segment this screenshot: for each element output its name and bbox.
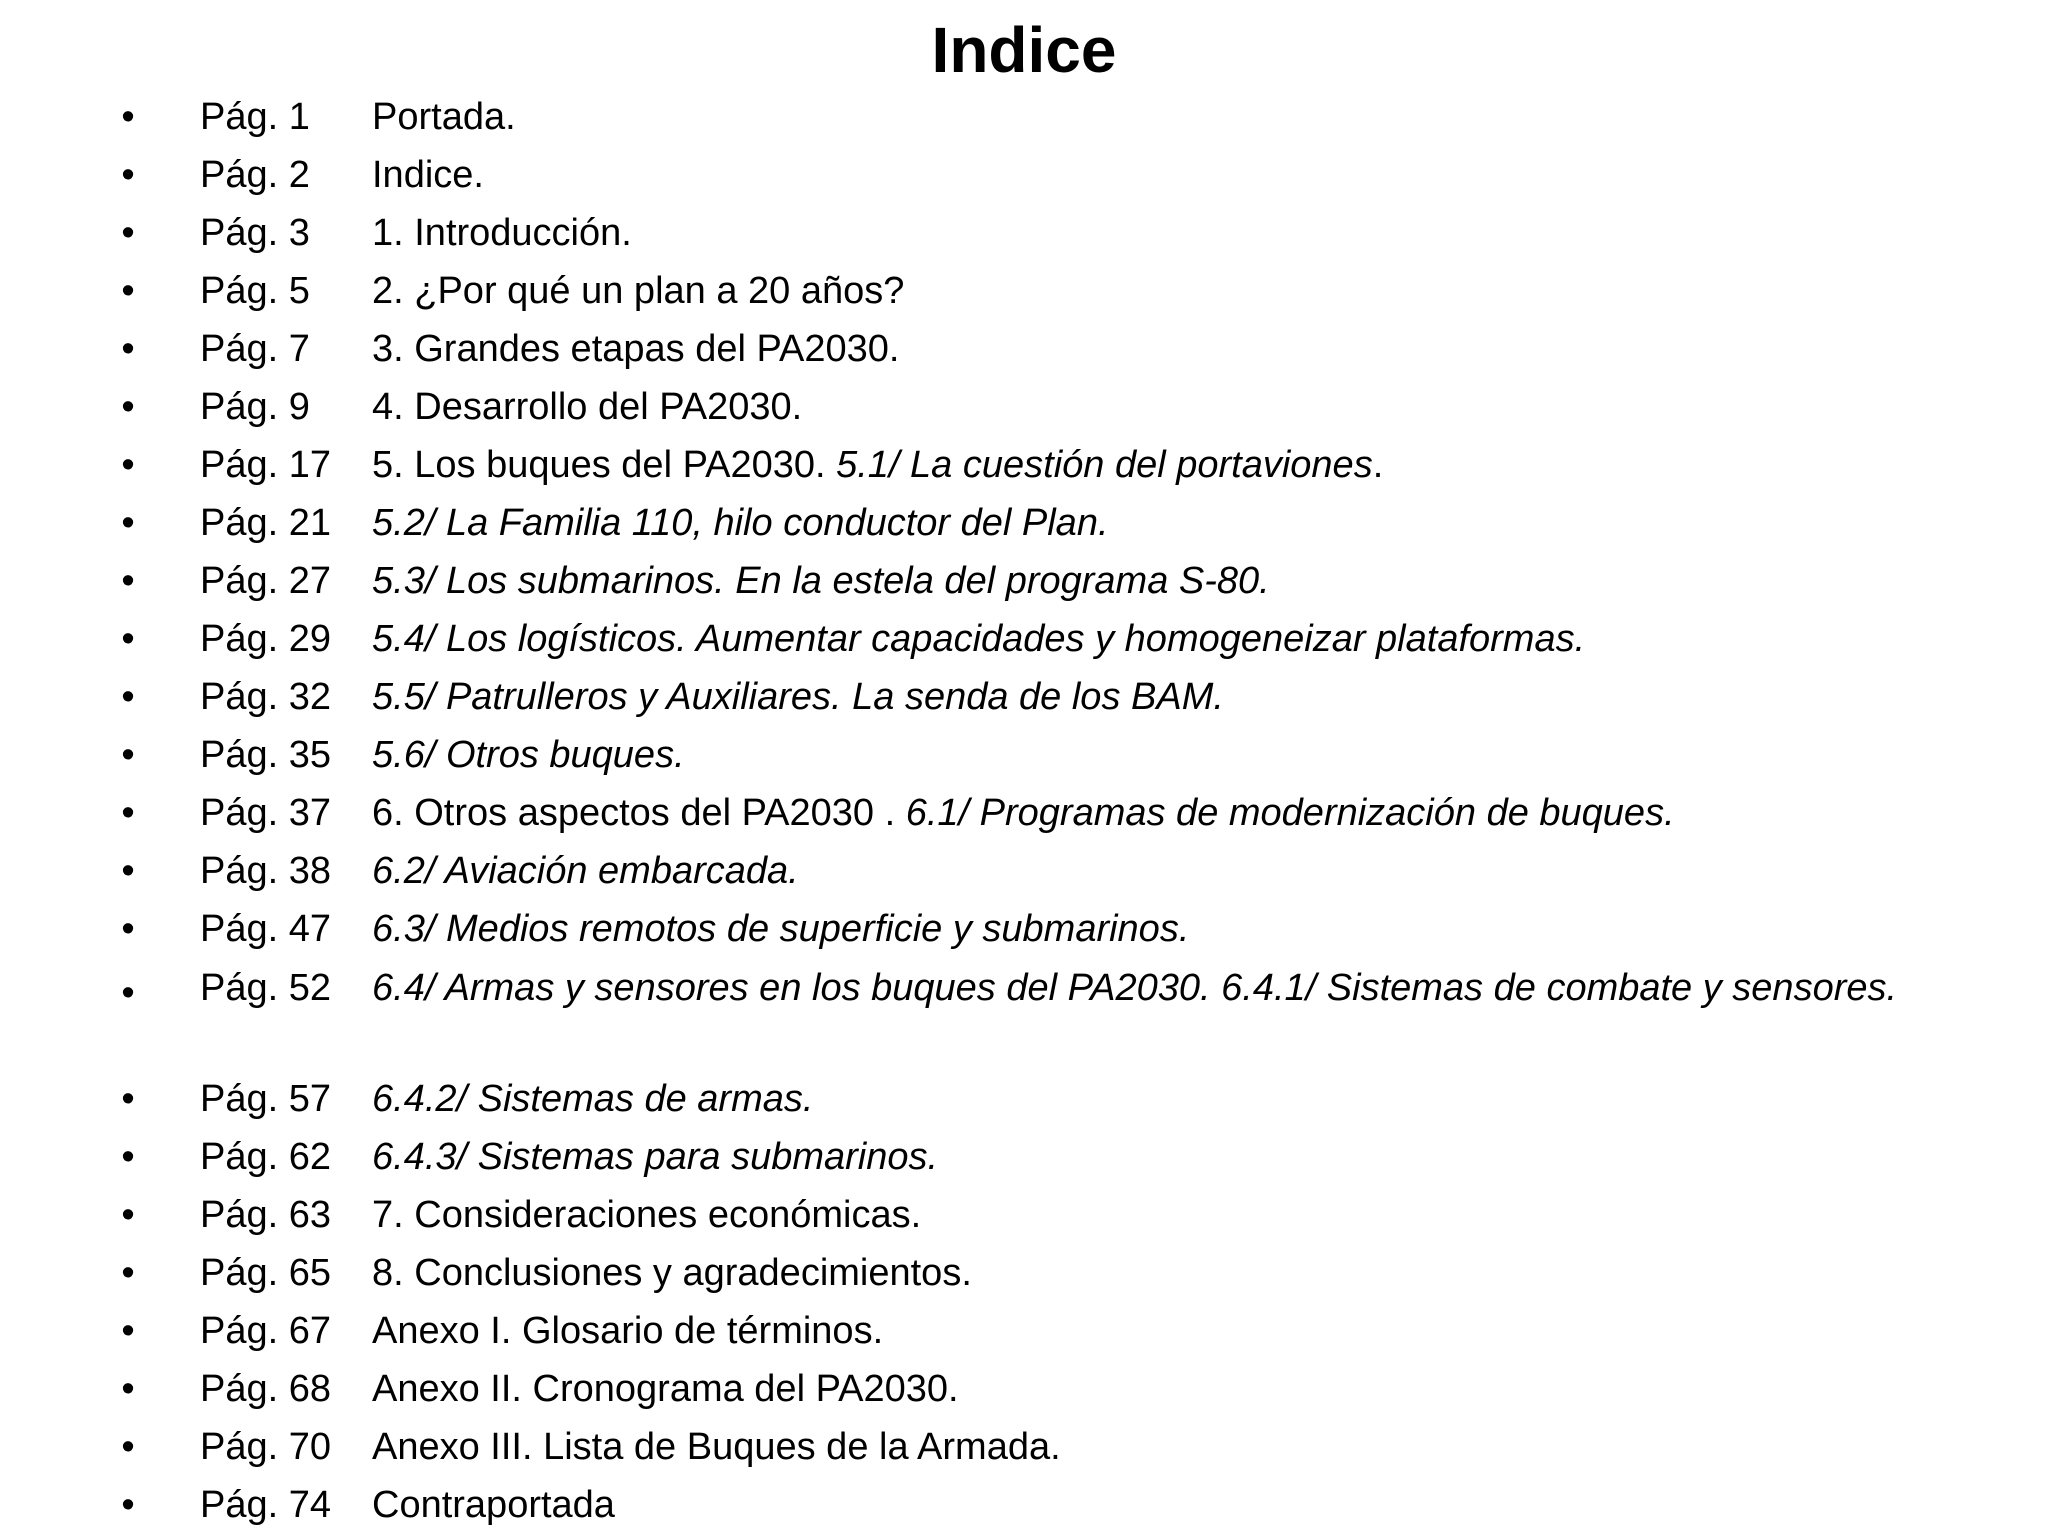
- toc-entry: [118, 146, 2018, 204]
- bullet-icon: •: [121, 908, 135, 950]
- toc-entry: [118, 1476, 2018, 1534]
- toc-entry-text: [372, 1186, 921, 1244]
- bullet-icon: •: [121, 1484, 135, 1526]
- toc-entry-text: [372, 204, 632, 262]
- bullet-icon: •: [121, 1078, 135, 1120]
- toc-entry-subsection: 5.3/ Los submarinos. En la estela del programa S-80.: [372, 560, 1270, 602]
- toc-page-number: Pág. 29: [200, 618, 331, 660]
- toc-page-number: Pág. 27: [200, 560, 331, 602]
- toc-page-number: Pág. 67: [200, 1310, 331, 1352]
- toc-entry-plain: 2. ¿Por qué un plan a 20 años?: [372, 270, 905, 312]
- table-of-contents: [118, 88, 2018, 1534]
- bullet-icon: •: [121, 676, 135, 718]
- toc-page-number: Pág. 74: [200, 1484, 331, 1526]
- bullet-icon: •: [121, 850, 135, 892]
- toc-entry-plain: 4. Desarrollo del PA2030.: [372, 386, 803, 428]
- bullet-icon: •: [121, 734, 135, 776]
- toc-entry: [118, 320, 2018, 378]
- bullet-icon: •: [121, 212, 135, 254]
- toc-entry-trailing: .: [1372, 444, 1384, 486]
- toc-entry-text: [372, 1360, 959, 1418]
- bullet-icon: •: [121, 1136, 135, 1178]
- toc-entry-plain: 5. Los buques del PA2030.: [372, 444, 826, 486]
- toc-entry: [118, 668, 2018, 726]
- toc-entry-subsection: 6.3/ Medios remotos de superficie y submarinos.: [372, 908, 1190, 950]
- toc-entry-subsection: 6.4.3/ Sistemas para submarinos.: [372, 1136, 939, 1178]
- toc-page-number: Pág. 7: [200, 328, 310, 370]
- toc-entry-text: [372, 842, 799, 900]
- bullet-icon: •: [121, 270, 135, 312]
- toc-entry-text: [372, 1128, 938, 1186]
- toc-page-number: Pág. 70: [200, 1426, 331, 1468]
- toc-entry: [118, 842, 2018, 900]
- toc-entry-text: [372, 1418, 1061, 1476]
- toc-entry: [118, 1186, 2018, 1244]
- bullet-icon: •: [121, 1194, 135, 1236]
- toc-entry: [118, 1302, 2018, 1360]
- toc-entry-text: [372, 900, 1189, 958]
- toc-entry-text: [200, 958, 1920, 1013]
- toc-page-number: Pág. 5: [200, 270, 310, 312]
- toc-entry-text: [372, 436, 1383, 494]
- toc-page-number: Pág. 52: [200, 967, 331, 1009]
- toc-page-number: Pág. 37: [200, 792, 331, 834]
- toc-entry: [118, 494, 2018, 552]
- toc-entry-text: [372, 378, 802, 436]
- toc-page-number: Pág. 9: [200, 386, 310, 428]
- toc-entry: [118, 552, 2018, 610]
- toc-entry-subsection: 6.1/ Programas de modernización de buques.: [905, 792, 1675, 834]
- bullet-icon: •: [121, 1310, 135, 1352]
- toc-entry-plain: 8. Conclusiones y agradecimientos.: [372, 1252, 972, 1294]
- toc-page-number: Pág. 68: [200, 1368, 331, 1410]
- toc-page-number: Pág. 65: [200, 1252, 331, 1294]
- toc-entry: [118, 958, 2018, 1070]
- toc-page-number: Pág. 38: [200, 850, 331, 892]
- bullet-icon: •: [121, 1252, 135, 1294]
- toc-entry-text: [372, 146, 484, 204]
- bullet-icon: •: [121, 618, 135, 660]
- toc-entry-subsection: 6.2/ Aviación embarcada.: [372, 850, 799, 892]
- toc-entry-subsection: 5.5/ Patrulleros y Auxiliares. La senda de los BAM.: [372, 676, 1224, 718]
- toc-entry-plain: Indice.: [372, 154, 484, 196]
- toc-entry: [118, 610, 2018, 668]
- toc-entry: [118, 1360, 2018, 1418]
- toc-entry-text: [372, 1302, 883, 1360]
- bullet-icon: •: [121, 444, 135, 486]
- toc-entry-subsection: 6.4.2/ Sistemas de armas.: [372, 1078, 814, 1120]
- toc-entry: [118, 1070, 2018, 1128]
- bullet-icon: •: [121, 328, 135, 370]
- toc-entry-plain: 1. Introducción.: [372, 212, 632, 254]
- toc-entry-text: [372, 494, 1109, 552]
- toc-entry: [118, 88, 2018, 146]
- bullet-icon: •: [121, 972, 135, 1014]
- toc-entry-text: [372, 88, 516, 146]
- toc-entry-text: [372, 1070, 813, 1128]
- toc-entry-plain: Portada.: [372, 96, 516, 138]
- toc-entry: [118, 900, 2018, 958]
- toc-entry: [118, 1244, 2018, 1302]
- toc-entry-text: [372, 1476, 615, 1534]
- toc-entry-subsection: 5.6/ Otros buques.: [372, 734, 685, 776]
- bullet-icon: •: [121, 96, 135, 138]
- toc-page-number: Pág. 17: [200, 444, 331, 486]
- toc-page-number: Pág. 62: [200, 1136, 331, 1178]
- bullet-icon: •: [121, 1426, 135, 1468]
- toc-entry-plain: Anexo I. Glosario de términos.: [372, 1310, 884, 1352]
- toc-entry-text: [372, 610, 1585, 668]
- toc-entry-text: [372, 1244, 972, 1302]
- bullet-icon: •: [121, 502, 135, 544]
- toc-page-number: Pág. 3: [200, 212, 310, 254]
- toc-entry: [118, 1128, 2018, 1186]
- toc-entry-plain: Contraportada: [372, 1484, 615, 1526]
- toc-entry-text: [372, 784, 1675, 842]
- bullet-icon: •: [121, 154, 135, 196]
- toc-entry-subsection: 6.4/ Armas y sensores en los buques del PA2030. 6.4.1/ Sistemas de combate y sensores.: [372, 967, 1898, 1009]
- toc-entry-text: [372, 726, 685, 784]
- bullet-icon: •: [121, 792, 135, 834]
- toc-entry-plain: 3. Grandes etapas del PA2030.: [372, 328, 900, 370]
- toc-page-number: Pág. 47: [200, 908, 331, 950]
- toc-page-number: Pág. 35: [200, 734, 331, 776]
- toc-page-number: Pág. 57: [200, 1078, 331, 1120]
- toc-entry-subsection: 5.4/ Los logísticos. Aumentar capacidades y homogeneizar plataformas.: [372, 618, 1586, 660]
- toc-entry-text: [372, 262, 904, 320]
- toc-entry: [118, 784, 2018, 842]
- toc-page-number: Pág. 63: [200, 1194, 331, 1236]
- toc-entry: [118, 204, 2018, 262]
- toc-page-number: Pág. 32: [200, 676, 331, 718]
- toc-entry-plain: 7. Consideraciones económicas.: [372, 1194, 922, 1236]
- toc-entry-plain: 6. Otros aspectos del PA2030 .: [372, 792, 896, 834]
- toc-entry-text: [372, 668, 1224, 726]
- toc-entry-plain: Anexo II. Cronograma del PA2030.: [372, 1368, 959, 1410]
- toc-entry-plain: Anexo III. Lista de Buques de la Armada.: [372, 1426, 1061, 1468]
- toc-entry-subsection: 5.1/ La cuestión del portaviones: [836, 444, 1373, 486]
- toc-entry-text: [372, 552, 1270, 610]
- bullet-icon: •: [121, 560, 135, 602]
- toc-entry: [118, 1418, 2018, 1476]
- toc-page-number: Pág. 21: [200, 502, 331, 544]
- toc-entry-text: [372, 320, 899, 378]
- toc-page-number: Pág. 1: [200, 96, 310, 138]
- page-title: Indice: [931, 14, 1117, 86]
- toc-entry: [118, 436, 2018, 494]
- bullet-icon: •: [121, 1368, 135, 1410]
- toc-page-number: Pág. 2: [200, 154, 310, 196]
- bullet-icon: •: [121, 386, 135, 428]
- toc-entry: [118, 378, 2018, 436]
- toc-entry-subsection: 5.2/ La Familia 110, hilo conductor del Plan.: [372, 502, 1109, 544]
- toc-entry: [118, 726, 2018, 784]
- toc-entry: [118, 262, 2018, 320]
